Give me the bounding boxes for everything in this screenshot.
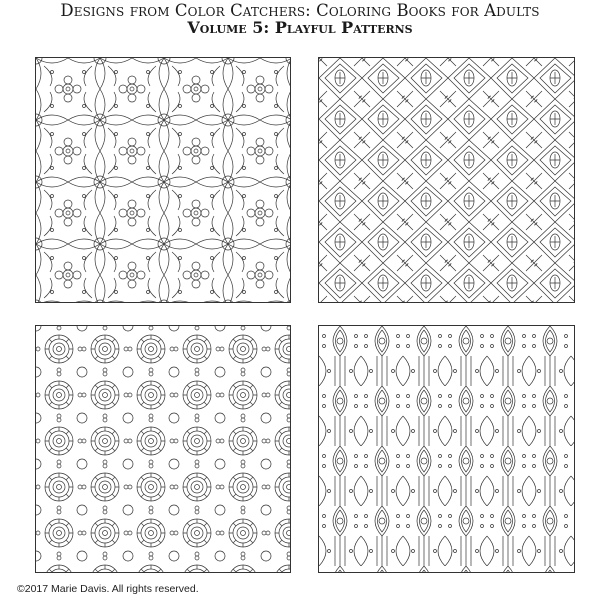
ogee-drop-pattern-panel xyxy=(318,325,575,573)
copyright-notice: ©2017 Marie Davis. All rights reserved. xyxy=(17,583,199,595)
floral-knot-pattern-panel xyxy=(35,57,291,303)
circle-mandala-pattern-panel xyxy=(35,325,291,573)
volume-title: Volume 5: Playful Patterns xyxy=(187,18,413,37)
book-series-title: Designs from Color Catchers: Coloring Books for Adults xyxy=(60,1,540,20)
geometric-lattice-pattern-panel xyxy=(318,57,575,303)
